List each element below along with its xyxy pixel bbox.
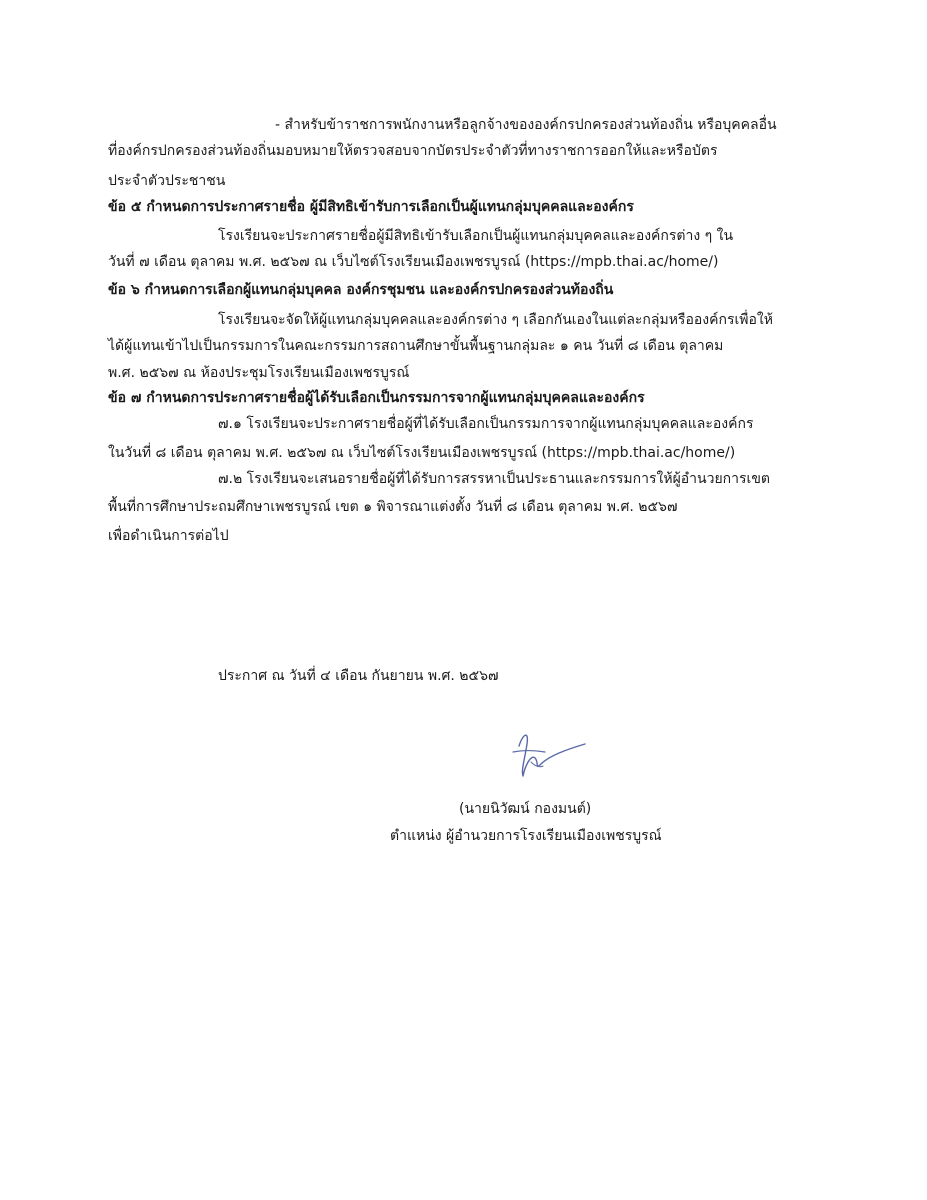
clause-7-2-line-1: ๗.๒ โรงเรียนจะเสนอรายชื่อผู้ที่ได้รับการสรรหาเป็นประธานและกรรมการให้ผู้อำนวยการเขต — [218, 471, 770, 487]
bullet-officials-line-1: - สำหรับข้าราชการพนักงานหรือลูกจ้างขององค์กรปกครองส่วนท้องถิ่น หรือบุคคลอื่น — [275, 117, 777, 133]
clause-5-heading: ข้อ ๕ กำหนดการประกาศรายชื่อ ผู้มีสิทธิเข้ารับการเลือกเป็นผู้แทนกลุ่มบุคคลและองค์กร — [108, 199, 634, 215]
clause-7-2-line-2: พื้นที่การศึกษาประถมศึกษาเพชรบูรณ์ เขต ๑ พิจารณาแต่งตั้ง วันที่ ๘ เดือน ตุลาคม พ.ศ. ๒๕๖๗ — [108, 499, 678, 515]
signer-position: ตำแหน่ง ผู้อำนวยการโรงเรียนเมืองเพชรบูรณ์ — [390, 828, 662, 844]
clause-6-body-2: ได้ผู้แทนเข้าไปเป็นกรรมการในคณะกรรมการสถานศึกษาขั้นพื้นฐานกลุ่มละ ๑ คน วันที่ ๘ เดือน ตุลาคม — [108, 338, 724, 354]
clause-5-body-2: วันที่ ๗ เดือน ตุลาคม พ.ศ. ๒๕๖๗ ณ เว็บไซต์โรงเรียนเมืองเพชรบูรณ์ (https://mpb.thai.ac/home/) — [108, 254, 719, 270]
clause-7-1-line-2: ในวันที่ ๘ เดือน ตุลาคม พ.ศ. ๒๕๖๗ ณ เว็บไซต์โรงเรียนเมืองเพชรบูรณ์ (https://mpb.thai.ac/home/) — [108, 445, 736, 461]
clause-7-2-line-3: เพื่อดำเนินการต่อไป — [108, 528, 229, 544]
clause-6-heading: ข้อ ๖ กำหนดการเลือกผู้แทนกลุ่มบุคคล องค์กรชุมชน และองค์กรปกครองส่วนท้องถิ่น — [108, 282, 614, 298]
signature-image — [505, 722, 595, 782]
announcement-date: ประกาศ ณ วันที่ ๔ เดือน กันยายน พ.ศ. ๒๕๖๗ — [218, 668, 499, 684]
bullet-officials-line-2: ที่องค์กรปกครองส่วนท้องถิ่นมอบหมายให้ตรวจสอบจากบัตรประจำตัวที่ทางราชการออกให้และหรือบัตร — [108, 143, 718, 159]
bullet-officials-line-3: ประจำตัวประชาชน — [108, 173, 226, 189]
clause-7-1-line-1: ๗.๑ โรงเรียนจะประกาศรายชื่อผู้ที่ได้รับเลือกเป็นกรรมการจากผู้แทนกลุ่มบุคคลและองค์กร — [218, 416, 754, 432]
clause-6-body-3: พ.ศ. ๒๕๖๗ ณ ห้องประชุมโรงเรียนเมืองเพชรบูรณ์ — [108, 365, 410, 381]
clause-6-body-1: โรงเรียนจะจัดให้ผู้แทนกลุ่มบุคคลและองค์กรต่าง ๆ เลือกกันเองในแต่ละกลุ่มหรือองค์กรเพื่อให้ — [218, 312, 773, 328]
clause-7-heading: ข้อ ๗ กำหนดการประกาศรายชื่อผู้ได้รับเลือกเป็นกรรมการจากผู้แทนกลุ่มบุคคลและองค์กร — [108, 390, 645, 406]
signer-name: (นายนิวัฒน์ กองมนต์) — [459, 801, 592, 817]
clause-5-body-1: โรงเรียนจะประกาศรายชื่อผู้มีสิทธิเข้ารับเลือกเป็นผู้แทนกลุ่มบุคคลและองค์กรต่าง ๆ ใน — [218, 228, 734, 244]
